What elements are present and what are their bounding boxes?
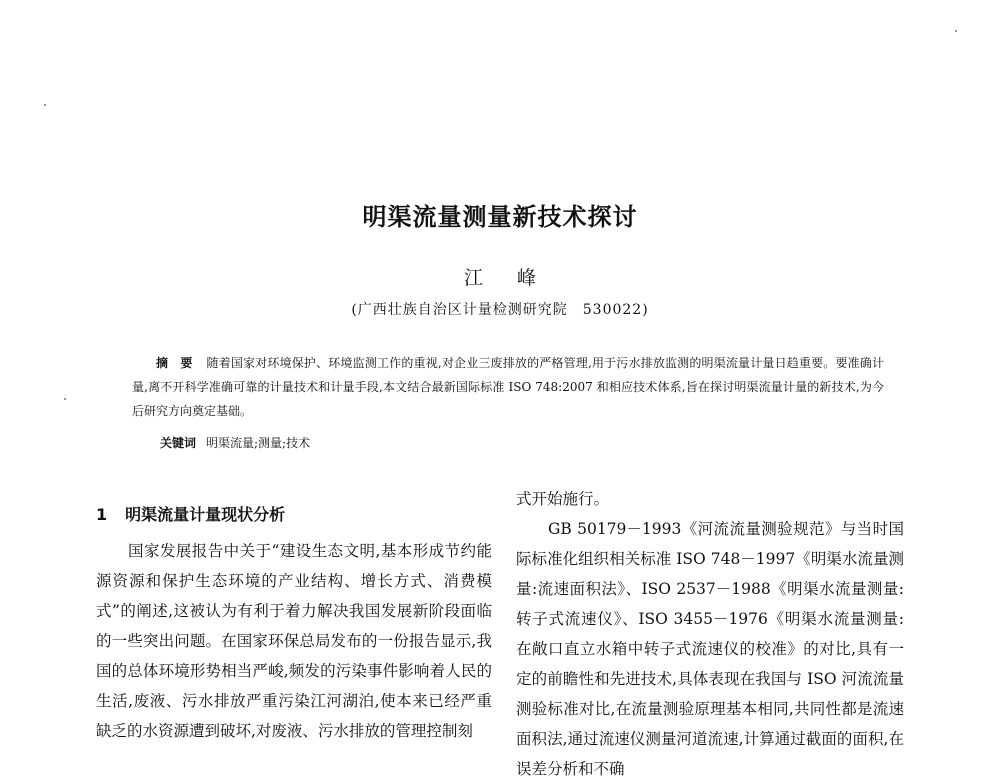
section-title: 明渠流量计量现状分析 [125, 505, 286, 524]
body-paragraph: GB 50179－1993《河流流量测验规范》与当时国际标准化组织相关标准 ISO 748－1997《明渠水流量测量:流速面积法》、ISO 2537－1988《明渠水流量测量:转子式流速仪》、ISO 3455－1976《明渠水流量测量:在敞口直立水箱中转子式流速仪的校准》的对比,具有一定的前瞻性和先进技术,具体表现在我国与 ISO 河流流量测验标准对比,在流量测验原理基本相同,共同性都是流速面积法,通过流速仪测量河道流速,计算通过截面的面积,在误差分析和不确 [516, 520, 904, 778]
section-heading [96, 502, 285, 525]
keywords-text: 明渠流量;测量;技术 [206, 436, 311, 450]
abstract [132, 351, 884, 423]
abstract-text: 随着国家对环境保护、环境监测工作的重视,对企业三废排放的严格管理,用于污水排放监测的明渠流量计量日趋重要。要准确计量,离不开科学准确可靠的计量技术和计量手段,本文结合最新国际标准 ISO 748:2007 和相应技术体系,旨在探讨明渠流量计量的新技术,为今后研究方向奠定基础。 [132, 356, 884, 418]
author-name: 江 峰 [463, 267, 551, 289]
keywords [160, 434, 310, 451]
left-column [96, 536, 492, 746]
scan-speck [64, 398, 66, 400]
section-number: 1 [96, 505, 108, 524]
scan-speck [955, 30, 957, 32]
right-column [516, 484, 904, 784]
abstract-label: 摘 要 [156, 356, 193, 370]
keywords-label: 关键词 [160, 436, 197, 450]
continuation-line: 式开始施行。 [516, 490, 610, 508]
paper-title: 明渠流量测量新技术探讨 [362, 203, 638, 231]
author-affiliation: (广西壮族自治区计量检测研究院 530022) [351, 302, 649, 318]
scan-speck [44, 104, 46, 106]
abstract-body [132, 351, 884, 423]
body-paragraph: 国家发展报告中关于“建设生态文明,基本形成节约能源资源和保护生态环境的产业结构、增长方式、消费模式”的阐述,这被认为有利于着力解决我国发展新阶段面临的一些突出问题。在国家环保总局发布的一份报告显示,我国的总体环境形势相当严峻,频发的污染事件影响着人民的生活,废液、污水排放严重污染江河湖泊,使本来已经严重缺乏的水资源遭到破坏,对废液、污水排放的管理控制刻 [96, 542, 492, 740]
